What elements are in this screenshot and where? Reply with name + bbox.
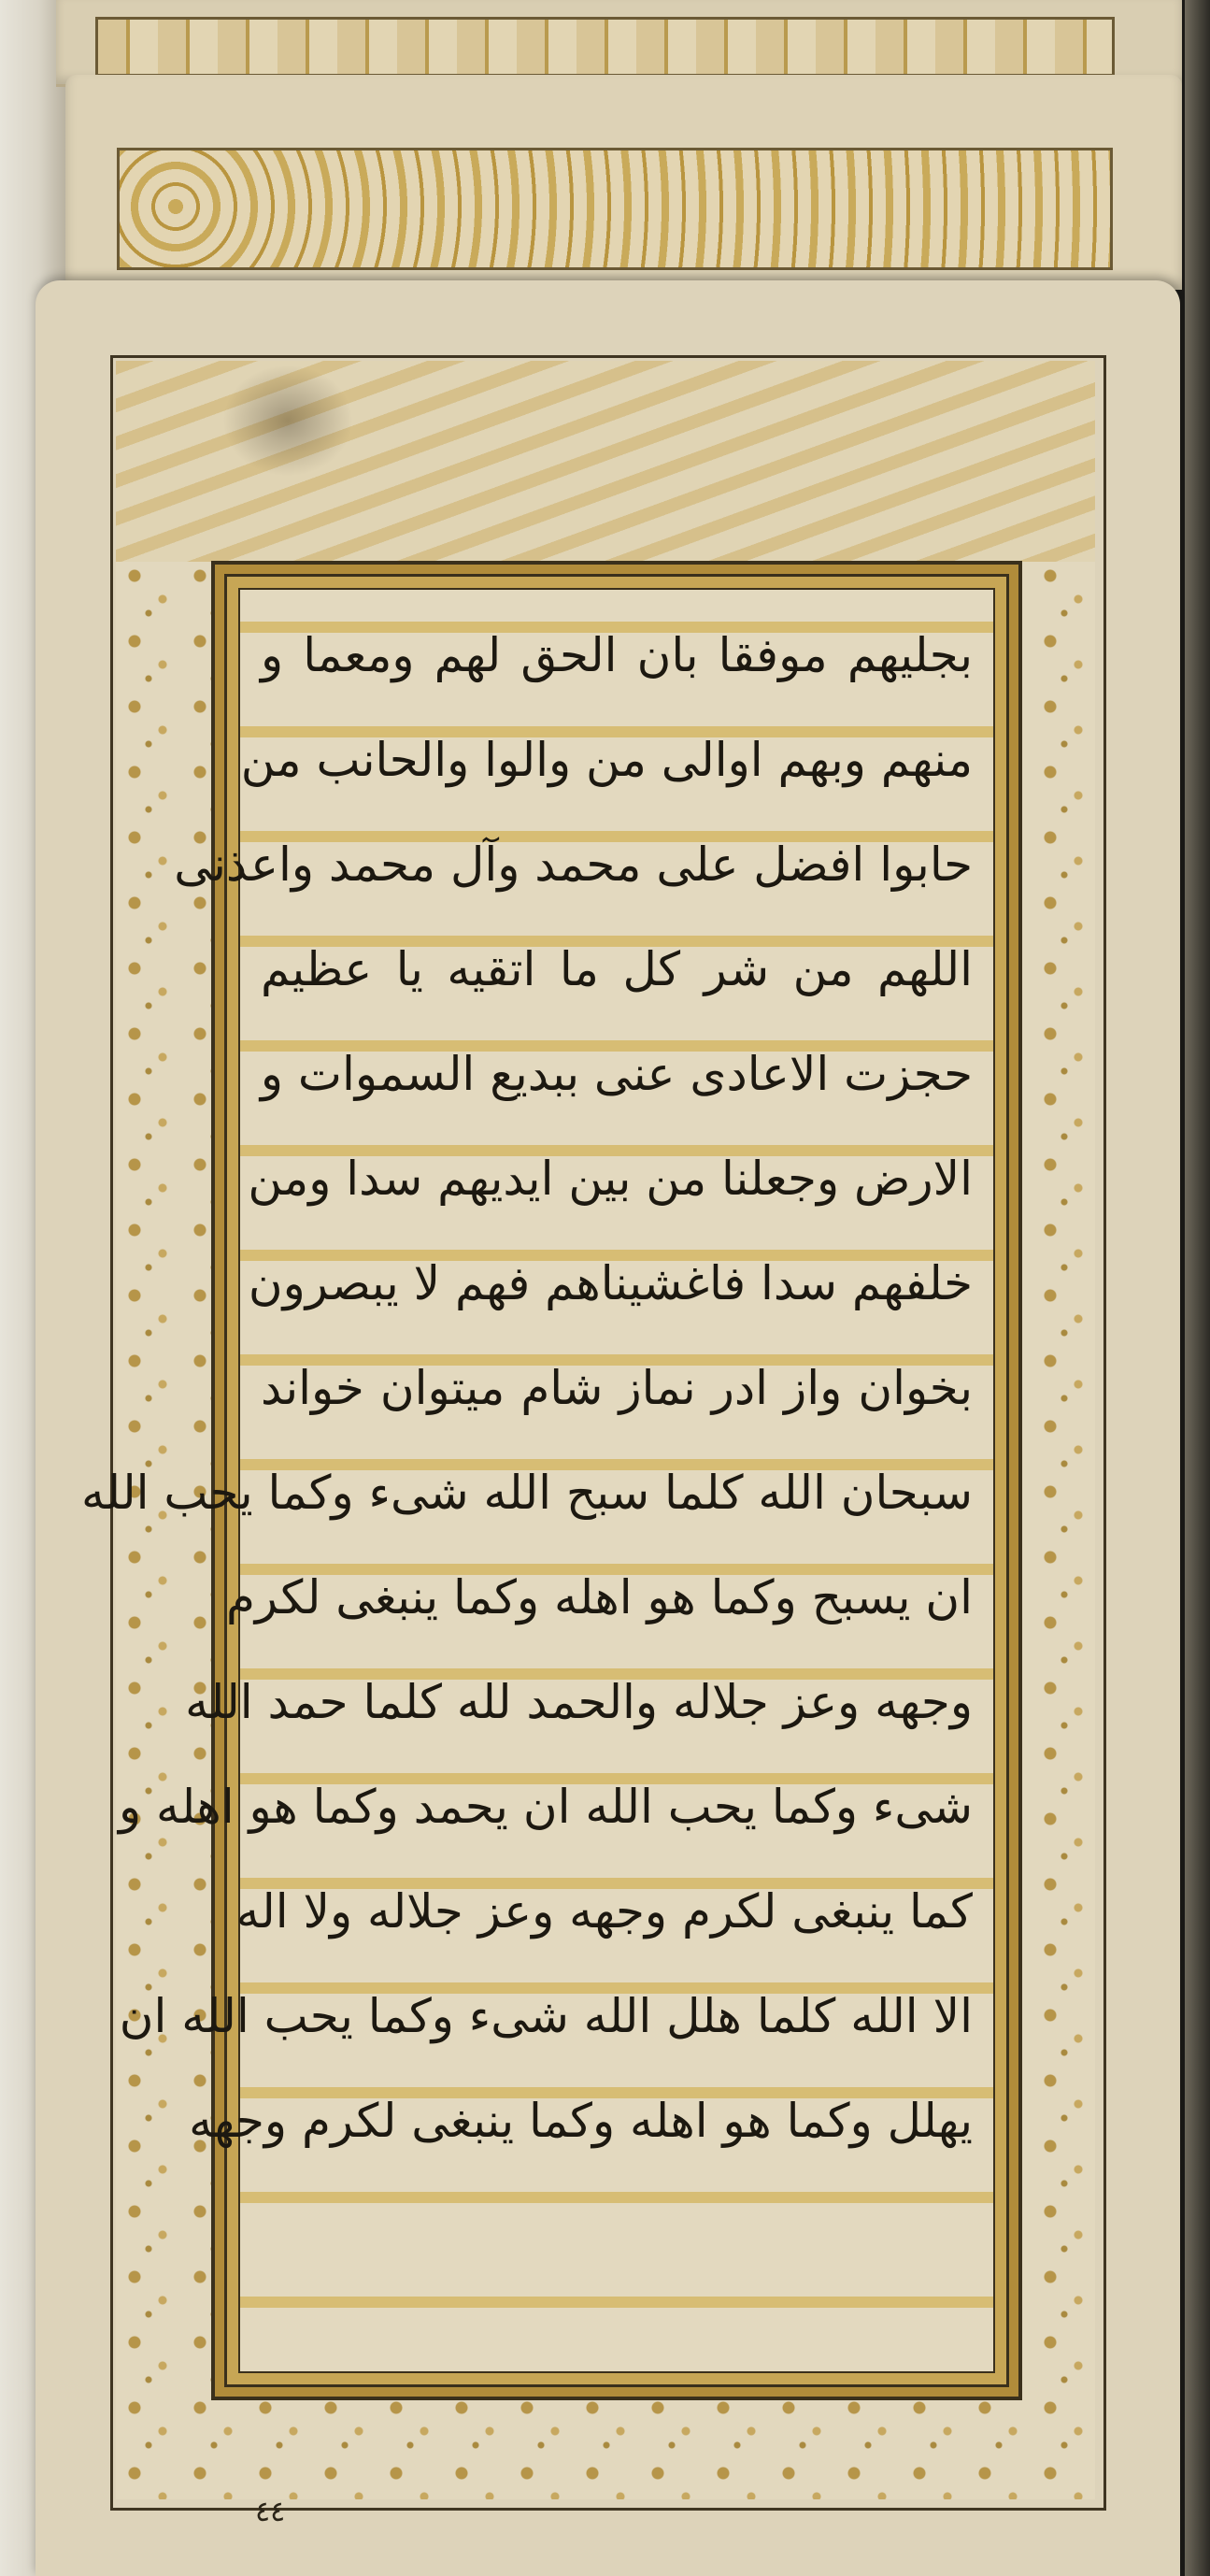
manuscript-folio: [36, 280, 1180, 2576]
folio-number: ٤٤: [255, 2496, 286, 2528]
text-frame-outer: [80, 561, 1022, 2400]
text-line: سبحان الله کلما سبح الله شیء وکما یحب الله: [80, 1466, 973, 1520]
text-frame-inner: [80, 574, 1009, 2387]
text-line: ان یسبح وکما هو اهله وکما ینبغی لکرم: [225, 1570, 973, 1624]
text-line: منهم وبهم اوالی من والوا والحانب من: [240, 733, 973, 787]
text-panel: [80, 588, 995, 2373]
text-line: کما ینبغی لکرم وجهه وعز جلاله ولا اله: [235, 1884, 973, 1939]
back-folio-2-gilt-band: [117, 148, 1113, 270]
text-line: بخوان واز ادر نماز شام میتوان خواند: [261, 1361, 973, 1415]
back-folio-2: [65, 75, 1182, 290]
text-line: شیء وکما یحب الله ان یحمد وکما هو اهله و: [119, 1780, 973, 1834]
text-line: الارض وجعلنا من بین ایدیهم سدا ومن: [248, 1152, 973, 1206]
text-line: بجلیهم موفقا بان الحق لهم ومعما و: [261, 628, 973, 682]
text-line: الا الله کلما هلل الله شیء وکما یحب الله ان: [119, 1989, 973, 2043]
text-line: حجزت الاعادی عنی ببدیع السموات و: [260, 1047, 973, 1101]
text-line: اللهم من شر کل ما اتقیه یا عظیم: [261, 942, 973, 996]
binding-edge: [1185, 0, 1210, 2576]
back-folio-3-gilt-band: [95, 17, 1115, 77]
text-line: یهلل وکما هو اهله وکما ینبغی لکرم وجهه: [189, 2094, 973, 2148]
text-line: وجهه وعز جلاله والحمد لله کلما حمد الله: [185, 1675, 973, 1729]
text-line: خلفهم سدا فاغشیناهم فهم لا یبصرون: [248, 1256, 973, 1310]
text-line: حابوا افضل علی محمد وآل محمد واعذنی: [174, 837, 973, 892]
ink-smudge: [222, 365, 353, 477]
